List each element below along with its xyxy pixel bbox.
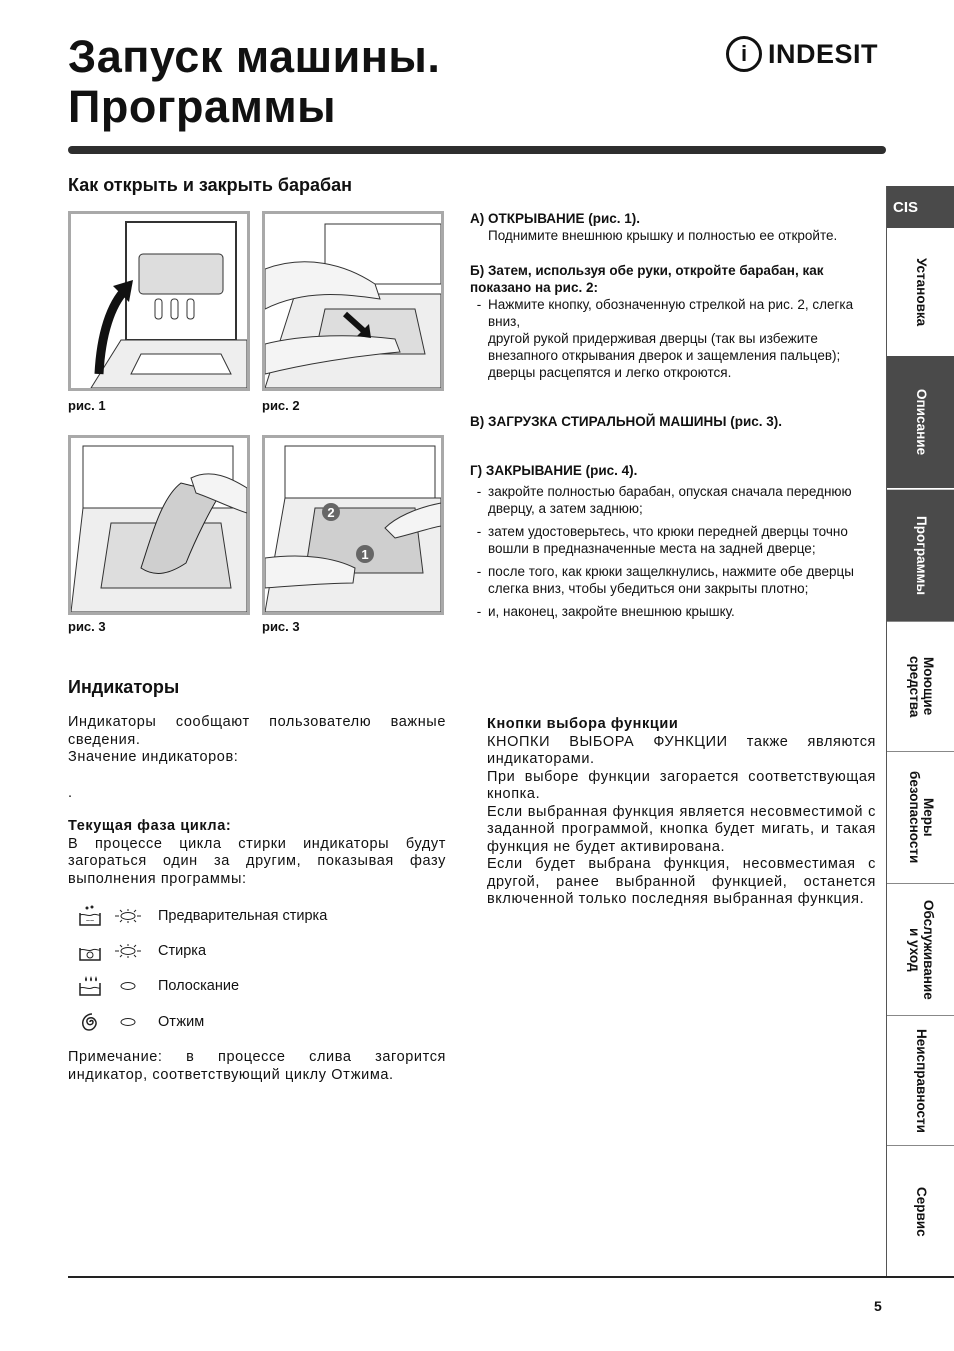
figure-3-caption: рис. 3 bbox=[68, 619, 106, 634]
wash-icon bbox=[76, 938, 104, 964]
figure-4-illustration bbox=[265, 438, 441, 612]
prewash-lamp-lit-icon bbox=[112, 908, 144, 924]
title-divider bbox=[68, 146, 886, 154]
indicator-label: Отжим bbox=[158, 1014, 205, 1030]
function-buttons-p2: При выборе функции загорается соответствующая кнопка. bbox=[487, 768, 876, 802]
step-d-title: Г) ЗАКРЫВАНИЕ (рис. 4). bbox=[470, 463, 638, 478]
phase-text: В процессе цикла стирки индикаторы будут загораться один за другим, показывая фазу выполнения программы: bbox=[68, 835, 446, 887]
spin-icon bbox=[76, 1009, 104, 1035]
function-buttons-title: Кнопки выбора функции bbox=[487, 716, 679, 732]
step-a-title: А) ОТКРЫВАНИЕ (рис. 1). bbox=[470, 211, 641, 226]
page-title-line2: Программы bbox=[68, 81, 337, 132]
step-d-item: - затем удостоверьтесь, что крюки передней дверцы точно вошли в предназначенные места на задней дверце; bbox=[476, 524, 848, 556]
function-buttons-block bbox=[487, 716, 876, 909]
function-buttons-p1: КНОПКИ ВЫБОРА ФУНКЦИИ также являются индикаторами. bbox=[487, 733, 876, 767]
page-title bbox=[68, 32, 440, 132]
svg-text:~~: ~~ bbox=[85, 918, 95, 925]
step-b bbox=[470, 262, 880, 381]
sidebar-tab-maintenance[interactable]: Обслуживание и уход bbox=[887, 883, 954, 1015]
wash-lamp-lit-icon bbox=[112, 943, 144, 959]
figure-2-caption: рис. 2 bbox=[262, 398, 300, 413]
figure-4-caption: рис. 3 bbox=[262, 619, 300, 634]
sidebar-tab-programs[interactable]: Программы bbox=[887, 489, 954, 621]
brand-name: INDESIT bbox=[768, 38, 879, 69]
figure-4 bbox=[262, 435, 444, 615]
figure-4-lid bbox=[285, 446, 435, 498]
indicator-label: Предварительная стирка bbox=[158, 908, 328, 924]
figure-4-step-2-label: 2 bbox=[327, 505, 335, 520]
figure-3-illustration bbox=[71, 438, 247, 612]
indicator-label: Полоскание bbox=[158, 978, 240, 994]
brand-mark-icon: i bbox=[726, 36, 762, 72]
sidebar-tab-safety[interactable]: Меры безопасности bbox=[887, 751, 954, 883]
spin-lamp-icon bbox=[112, 1014, 144, 1030]
figure-1-illustration bbox=[71, 214, 247, 388]
indicator-label: Стирка bbox=[158, 943, 207, 959]
indicator-wash bbox=[76, 938, 206, 964]
figure-2-illustration bbox=[265, 214, 441, 388]
footer-divider bbox=[68, 1276, 954, 1278]
phase-title: Текущая фаза цикла: bbox=[68, 818, 232, 834]
indicators-heading: Индикаторы bbox=[68, 677, 180, 697]
instructions-block bbox=[470, 210, 880, 244]
sidebar-tab-troubleshooting[interactable]: Неисправности bbox=[887, 1015, 954, 1145]
indicators-intro: Индикаторы сообщают пользователю важные сведения. bbox=[68, 714, 446, 748]
sidebar-tab-service[interactable]: Сервис bbox=[887, 1145, 954, 1278]
indicators-meaning: Значение индикаторов: bbox=[68, 749, 239, 765]
indicator-prewash bbox=[76, 903, 327, 929]
function-buttons-p4: Если будет выбрана функция, несовместимая с другой, ранее выбранной функцией, останется включенной только последняя выбранная функция. bbox=[487, 856, 876, 907]
indicator-spin bbox=[76, 1009, 204, 1035]
page-number: 5 bbox=[874, 1298, 882, 1314]
indicators-dot: . bbox=[68, 784, 73, 801]
sidebar-tab-installation[interactable]: Установка bbox=[914, 257, 929, 327]
figure-1-caption: рис. 1 bbox=[68, 398, 106, 413]
step-b-title: Б) Затем, используя обе руки, откройте барабан, как показано на рис. 2: bbox=[470, 263, 824, 295]
brand-logo bbox=[726, 34, 888, 74]
sidebar-tab-description[interactable]: Описание bbox=[887, 356, 954, 488]
step-d-item: - после того, как крюки защелкнулись, нажмите обе дверцы слегка вниз, чтобы убедиться они закрыты плотно; bbox=[476, 564, 854, 596]
page-title-line1: Запуск машины. bbox=[68, 31, 441, 82]
drum-section-heading: Как открыть и закрыть барабан bbox=[68, 175, 353, 195]
figure-4-step-1-label: 1 bbox=[361, 547, 369, 562]
step-b-item-continued: другой рукой придерживая дверцы (так вы избежите внезапного открывания дверок и защемления пальцев); дверцы расцепятся и легко откроются. bbox=[488, 331, 841, 380]
prewash-icon bbox=[76, 903, 104, 929]
figure-3 bbox=[68, 435, 250, 615]
rinse-lamp-icon bbox=[112, 978, 144, 994]
step-c-title: В) ЗАГРУЗКА СТИРАЛЬНОЙ МАШИНЫ (рис. 3). bbox=[470, 414, 783, 429]
indicators-intro-block bbox=[68, 714, 446, 888]
function-buttons-p3: Если выбранная функция является несовместимой с заданной программой, кнопка будет мигать, и такая функция не будет активирована. bbox=[487, 803, 876, 855]
figure-2 bbox=[262, 211, 444, 391]
sidebar-nav bbox=[886, 186, 954, 1278]
step-d-item: - закройте полностью барабан, опуская сначала переднюю дверцу, а затем заднюю; bbox=[476, 484, 852, 516]
step-d-item: - и, наконец, закройте внешнюю крышку. bbox=[476, 604, 735, 619]
step-b-item: - Нажмите кнопку, обозначенную стрелкой на рис. 2, слегка вниз, bbox=[476, 297, 854, 329]
indicators-note: Примечание: в процессе слива загорится индикатор, соответствующий циклу Отжима. bbox=[68, 1049, 446, 1083]
indicator-rinse bbox=[76, 973, 239, 999]
step-a-text: Поднимите внешнюю крышку и полностью ее откройте. bbox=[488, 228, 838, 243]
figure-1-dispenser bbox=[139, 254, 223, 294]
sidebar-cis-label: CIS bbox=[887, 186, 954, 228]
figure-1 bbox=[68, 211, 250, 391]
sidebar-tab-detergents[interactable]: Моющие средства bbox=[887, 621, 954, 751]
step-d bbox=[470, 462, 880, 620]
rinse-icon bbox=[76, 973, 104, 999]
